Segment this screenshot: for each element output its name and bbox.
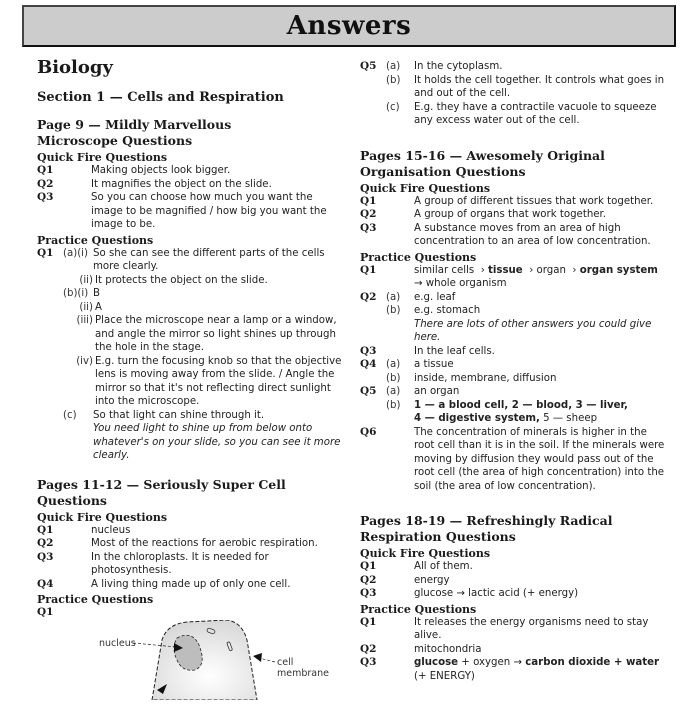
answer-row: [360, 372, 665, 386]
answer-row: [37, 551, 342, 578]
answer-row: [360, 208, 665, 222]
answer-row: [360, 74, 665, 101]
answer-line1: 1 — a blood cell, 2 — blood, 3 — liver,: [414, 399, 628, 411]
pages15-16-title: [360, 148, 665, 180]
cell-diagram: [37, 620, 342, 700]
equation-energy: (+ ENERGY): [414, 670, 475, 682]
answer-row: [360, 616, 665, 643]
quick-fire-heading: Quick Fire Questions: [37, 151, 168, 164]
answer-row: [37, 191, 342, 232]
pages18-19-title: [360, 513, 665, 545]
answer-row: [360, 560, 665, 574]
cell-membrane-label: cell membrane: [277, 656, 329, 679]
answer-row: [360, 195, 665, 209]
answer-row: [360, 304, 665, 345]
answer-row: [360, 656, 665, 683]
answer-text: Making objects look bigger.: [91, 165, 231, 176]
answer-text: E.g. they have a contractile vacuole to squeeze any excess water out of the cell.: [414, 101, 657, 126]
answer-row: [360, 426, 665, 494]
answer-main: So that light can shine through it.: [93, 409, 265, 421]
answer-text: a tissue: [414, 359, 454, 370]
answer-text: So she can see the different parts of the cells more clearly.: [93, 247, 325, 272]
answer-text: B: [93, 288, 100, 299]
answer-text: an organ: [414, 386, 460, 397]
hierarchy-cells: similar cells: [414, 264, 475, 276]
answer-note: You need light to shine up from below onto whatever's on your slide, so you can see it more clearly.: [93, 423, 341, 461]
answer-row: [360, 291, 665, 305]
sub-label: (ii): [79, 301, 93, 313]
question-number: Q3: [360, 344, 377, 357]
answer-text: glucose → lactic acid (+ energy): [414, 588, 579, 599]
answer-text: nucleus: [91, 524, 131, 536]
answer-text: E.g. turn the focusing knob so that the objective lens is moving away from the slide. / Angle the mirror so that it's not reflecting direct sunlight into the microscope.: [95, 355, 342, 407]
sub-label: (b): [386, 305, 401, 316]
question-number: Q1: [360, 560, 377, 572]
answer-row: [360, 385, 665, 399]
answer-text: Place the microscope near a lamp or a window, and angle the mirror so light shines up through the hole in the stage.: [95, 315, 337, 353]
equation-products: carbon dioxide + water: [525, 657, 660, 668]
sub-label: (b): [386, 399, 401, 411]
question-number: Q1: [37, 164, 54, 176]
question-number: Q3: [37, 191, 54, 203]
hierarchy-organ: organ: [536, 264, 566, 276]
answer-row: [37, 164, 342, 178]
arrow-icon: ›: [572, 264, 577, 276]
right-column: [360, 60, 665, 683]
sub-label: (c): [386, 101, 400, 113]
answer-row: [37, 178, 342, 192]
answer-note: There are lots of other answers you could give here.: [414, 318, 652, 343]
answer-row: [37, 274, 342, 288]
answer-row: [37, 301, 342, 315]
sub-label: (a)(i): [63, 247, 88, 259]
page9-title: [37, 117, 342, 149]
sub-label: (a): [386, 291, 401, 303]
answer-row: [360, 60, 665, 74]
answer-text: Most of the reactions for aerobic respiration.: [91, 538, 318, 549]
question-number: Q3: [360, 587, 377, 599]
question-number: Q3: [37, 550, 54, 563]
hierarchy-organism: → whole organism: [414, 278, 507, 289]
sub-label: (a): [386, 386, 401, 397]
question-number: Q2: [37, 177, 54, 190]
header-bar: [22, 5, 676, 47]
pages18-19-title-line1: Pages 18-19 — Refreshingly Radical: [360, 513, 613, 528]
question-number: Q1: [37, 606, 54, 618]
pages18-19-title-line2: Respiration Questions: [360, 529, 516, 544]
subject-heading: Biology: [37, 57, 113, 78]
practice-heading: Practice Questions: [360, 250, 477, 264]
question-number: Q2: [37, 537, 54, 549]
answer-text: A group of organs that work together.: [414, 209, 607, 220]
answer-text: It releases the energy organisms need to stay alive.: [414, 616, 649, 641]
answer-row: [37, 409, 342, 463]
quick-fire-heading: Quick Fire Questions: [360, 181, 491, 195]
question-number: Q6: [360, 425, 377, 438]
equation-oxygen: + oxygen →: [458, 657, 526, 668]
answer-line2-bold: 4 — digestive system,: [414, 413, 540, 424]
sub-label: (ii): [79, 274, 93, 286]
answer-text: energy: [414, 574, 450, 586]
question-number: Q4: [37, 577, 54, 590]
sub-label: (a): [386, 359, 401, 370]
pages11-12-title: Pages 11-12 — Seriously Super Cell Questions: [37, 476, 286, 508]
practice-heading: Practice Questions: [37, 233, 154, 247]
answer-text: [414, 264, 665, 291]
hierarchy-tissue: tissue: [488, 264, 523, 276]
question-number: Q1: [37, 246, 54, 259]
answer-line2-rest: 5 — sheep: [539, 413, 598, 424]
page-title: Answers: [286, 11, 412, 41]
section-heading: Section 1 — Cells and Respiration: [37, 90, 284, 105]
answer-text: [414, 656, 665, 683]
answer-row: [37, 247, 342, 274]
sub-label: (iv): [76, 355, 93, 367]
answer-main: e.g. stomach: [414, 305, 481, 316]
question-number: Q4: [360, 358, 377, 370]
answer-row: [360, 264, 665, 291]
answer-row: [360, 574, 665, 588]
sub-label: (a): [386, 61, 401, 72]
answer-text: So you can choose how much you want the image to be magnified / how big you want the image to be.: [91, 192, 327, 230]
answer-text: A substance moves from an area of high concentration to an area of low concentration.: [414, 222, 651, 247]
question-number: Q1: [37, 523, 54, 536]
answer-text: In the cytoplasm.: [414, 61, 503, 72]
answer-row: [37, 355, 342, 409]
answer-text: In the leaf cells.: [414, 345, 495, 357]
question-number: Q5: [360, 385, 377, 397]
answer-row: [360, 101, 665, 128]
answer-text: [414, 399, 665, 426]
question-number: Q5: [360, 60, 377, 72]
answer-text: inside, membrane, diffusion: [414, 372, 557, 384]
practice-heading: Practice Questions: [360, 602, 477, 616]
answer-row: [37, 524, 342, 538]
answer-text: It holds the cell together. It controls what goes in and out of the cell.: [414, 74, 665, 99]
answer-text: e.g. leaf: [414, 291, 456, 303]
answer-row: [37, 578, 342, 592]
quick-fire-heading: Quick Fire Questions: [37, 510, 168, 524]
page9-title-line1: Page 9 — Mildly Marvellous: [37, 117, 232, 132]
answer-text: The concentration of minerals is higher in the root cell than it is in the soil. If the minerals were moving by diffusion they would pass out of the root cell (the area of high concentration) into the soil (the area of low concentration).: [414, 426, 665, 492]
answer-text: A group of different tissues that work together.: [414, 195, 654, 207]
answer-row: [37, 287, 342, 301]
practice-heading: Practice Questions: [37, 593, 154, 606]
question-number: Q3: [360, 656, 377, 668]
question-number: Q1: [360, 194, 377, 207]
sub-label: (iii): [76, 315, 93, 326]
answer-text: In the chloroplasts. It is needed for photosynthesis.: [91, 551, 269, 576]
nucleus-label: nucleus: [99, 637, 136, 649]
arrow-icon: ›: [480, 264, 485, 276]
question-number: Q2: [360, 573, 377, 586]
quick-fire-heading: Quick Fire Questions: [360, 547, 491, 560]
answer-row: [37, 314, 342, 355]
sub-label: (b): [386, 74, 401, 86]
question-number: Q2: [360, 208, 377, 220]
answer-row: [360, 399, 665, 426]
answer-text: [414, 304, 665, 345]
answer-text: All of them.: [414, 561, 473, 572]
hierarchy-organ-system: organ system: [579, 264, 658, 276]
answer-text: mitochondria: [414, 643, 482, 655]
answer-text: It magnifies the object on the slide.: [91, 178, 272, 190]
answer-row: [360, 643, 665, 657]
question-number: Q2: [360, 290, 377, 303]
answer-text: [93, 409, 342, 463]
answer-row: [360, 345, 665, 359]
question-number: Q1: [360, 615, 377, 628]
sub-label: (b)(i): [63, 288, 89, 299]
left-column: [37, 55, 342, 700]
answer-row: [360, 358, 665, 372]
sub-label: (b): [386, 372, 401, 384]
question-number: Q2: [360, 642, 377, 655]
answer-text: A living thing made up of only one cell.: [91, 578, 291, 590]
sub-label: (c): [63, 409, 77, 421]
question-number: Q3: [360, 221, 377, 234]
answer-text: A: [95, 301, 102, 313]
pages15-16-title-line1: Pages 15-16 — Awesomely Original: [360, 147, 605, 163]
pages15-16-title-line2: Organisation Questions: [360, 163, 526, 179]
answer-row: [37, 537, 342, 551]
page9-title-line2: Microscope Questions: [37, 133, 193, 148]
answer-row: [37, 606, 342, 620]
answer-row: [360, 587, 665, 601]
answer-text: It protects the object on the slide.: [95, 274, 268, 286]
answer-row: [360, 222, 665, 249]
question-number: Q1: [360, 263, 377, 276]
equation-glucose: glucose: [414, 657, 459, 668]
arrow-icon: ›: [529, 264, 534, 276]
